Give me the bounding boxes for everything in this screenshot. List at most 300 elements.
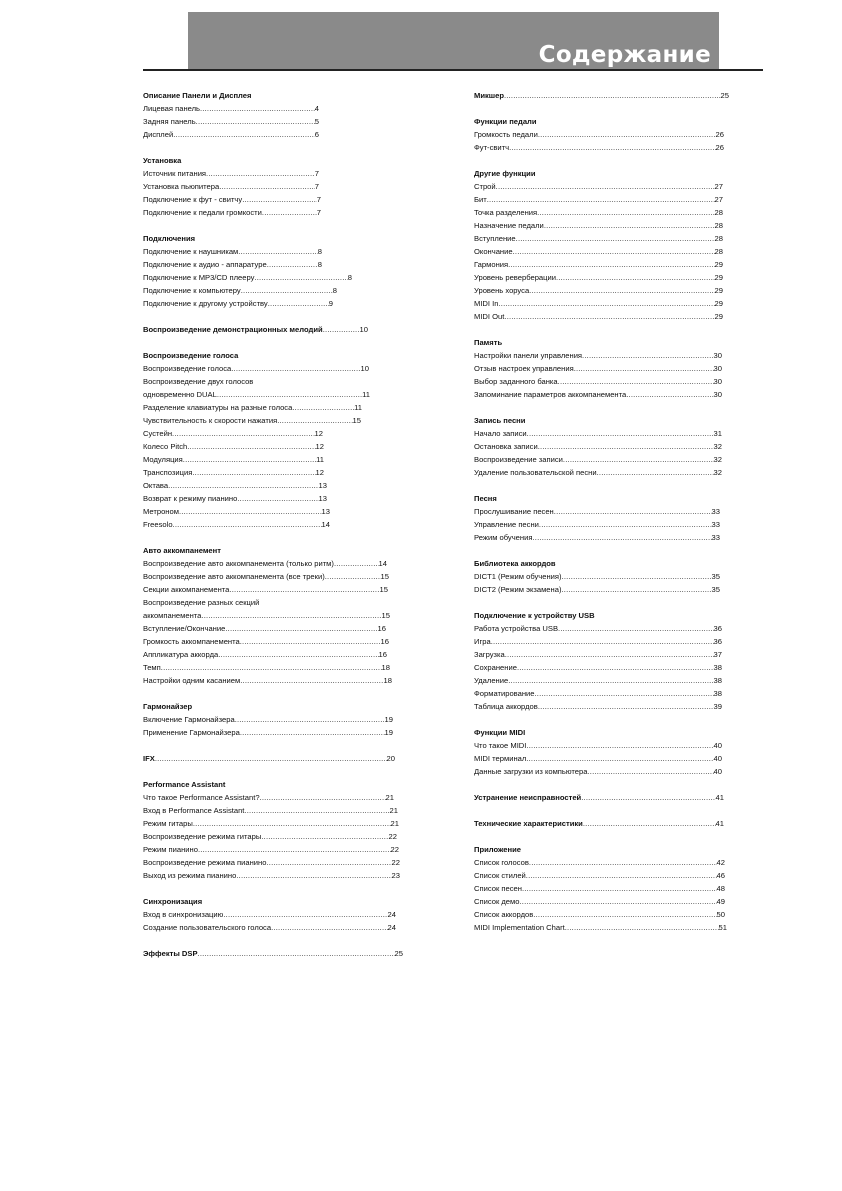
entry-page-number: 21 bbox=[390, 819, 399, 828]
entry-page-number: 40 bbox=[713, 754, 722, 763]
entry-page-number: 10 bbox=[360, 364, 369, 373]
dot-leader bbox=[325, 570, 381, 583]
toc-entry[interactable] bbox=[474, 128, 724, 141]
toc-entry[interactable] bbox=[143, 453, 324, 466]
entry-page-number: 11 bbox=[316, 455, 324, 464]
entry-page-number: 10 bbox=[359, 325, 368, 334]
toc-entry[interactable] bbox=[143, 518, 330, 531]
toc-entry[interactable] bbox=[474, 453, 722, 466]
entry-label: Воспроизведение авто аккомпанемента (все треки) bbox=[143, 572, 325, 581]
entry-label: Подключение к компьютеру bbox=[143, 286, 241, 295]
toc-entry[interactable] bbox=[474, 388, 722, 401]
dot-leader bbox=[508, 258, 714, 271]
toc-entry[interactable] bbox=[143, 323, 368, 336]
toc-entry[interactable] bbox=[143, 596, 395, 609]
entry-page-number: 28 bbox=[714, 234, 723, 243]
entry-label: Настройки панели управления bbox=[474, 351, 583, 360]
toc-section bbox=[143, 544, 395, 687]
dot-leader bbox=[219, 180, 315, 193]
toc-entry[interactable] bbox=[474, 765, 722, 778]
entry-label: Загрузка bbox=[474, 650, 505, 659]
dot-leader bbox=[231, 362, 360, 375]
entry-label: Разделение клавиатуры на разные голоса bbox=[143, 403, 293, 412]
entry-page-number: 16 bbox=[377, 624, 386, 633]
dot-leader bbox=[504, 89, 721, 102]
toc-section bbox=[474, 414, 729, 479]
entry-label: Установка пьюпитера bbox=[143, 182, 220, 191]
entry-page-number: 48 bbox=[716, 884, 725, 893]
entry-label: Подключение к наушникам bbox=[143, 247, 239, 256]
toc-entry[interactable] bbox=[143, 804, 398, 817]
toc-left-column bbox=[143, 89, 403, 973]
entry-page-number: 51 bbox=[718, 923, 727, 932]
toc-entry[interactable] bbox=[143, 115, 319, 128]
toc-entry[interactable] bbox=[143, 557, 387, 570]
toc-entry[interactable] bbox=[474, 440, 722, 453]
toc-entry[interactable] bbox=[143, 921, 396, 934]
toc-section bbox=[474, 843, 729, 934]
entry-label: Колесо Pitch bbox=[143, 442, 188, 451]
entry-label: Режим обучения bbox=[474, 533, 533, 542]
toc-entry[interactable] bbox=[143, 726, 393, 739]
section-heading: Память bbox=[474, 338, 503, 347]
entry-label: Подключение к педали громкости bbox=[143, 208, 262, 217]
dot-leader bbox=[240, 674, 383, 687]
entry-page-number: 25 bbox=[720, 91, 729, 100]
entry-label: Отзыв настроек управления bbox=[474, 364, 574, 373]
entry-page-number: 20 bbox=[386, 754, 395, 763]
toc-entry[interactable] bbox=[474, 232, 723, 245]
toc-entry[interactable] bbox=[143, 440, 324, 453]
toc-entry[interactable] bbox=[143, 609, 390, 622]
entry-page-number: 30 bbox=[713, 390, 722, 399]
toc-entry[interactable] bbox=[474, 258, 723, 271]
dot-leader bbox=[260, 791, 386, 804]
entry-page-number: 19 bbox=[384, 728, 393, 737]
section-heading: Библиотека аккордов bbox=[474, 559, 556, 568]
entry-label: MIDI Implementation Chart bbox=[474, 923, 565, 932]
entry-label: Эффекты DSP bbox=[143, 949, 198, 958]
entry-page-number: 15 bbox=[352, 416, 361, 425]
toc-entry[interactable] bbox=[474, 700, 722, 713]
entry-page-number: 6 bbox=[314, 130, 319, 139]
entry-page-number: 37 bbox=[713, 650, 722, 659]
dot-leader bbox=[537, 206, 714, 219]
toc-right-column bbox=[474, 89, 729, 947]
entry-page-number: 28 bbox=[714, 208, 723, 217]
toc-entry[interactable] bbox=[143, 570, 389, 583]
dot-leader bbox=[539, 518, 712, 531]
toc-entry[interactable] bbox=[143, 466, 324, 479]
toc-entry[interactable] bbox=[474, 362, 722, 375]
entry-label: Данные загрузки из компьютера bbox=[474, 767, 588, 776]
entry-page-number: 16 bbox=[378, 650, 387, 659]
dot-leader bbox=[533, 908, 716, 921]
toc-entry[interactable] bbox=[143, 843, 399, 856]
entry-label: Транспозиция bbox=[143, 468, 193, 477]
toc-entry[interactable] bbox=[474, 635, 722, 648]
dot-leader bbox=[271, 921, 387, 934]
entry-page-number: 8 bbox=[317, 260, 322, 269]
toc-section bbox=[143, 700, 395, 739]
toc-entry[interactable] bbox=[143, 947, 403, 960]
dot-leader bbox=[172, 427, 315, 440]
toc-entry[interactable] bbox=[474, 310, 723, 323]
toc-entry[interactable] bbox=[143, 635, 389, 648]
entry-page-number: 30 bbox=[713, 364, 722, 373]
dot-leader bbox=[168, 479, 318, 492]
entry-page-number: 18 bbox=[381, 663, 390, 672]
toc-entry[interactable] bbox=[474, 648, 722, 661]
section-heading: Запись песни bbox=[474, 416, 526, 425]
dot-leader bbox=[519, 895, 716, 908]
dot-leader bbox=[561, 583, 711, 596]
toc-entry[interactable] bbox=[474, 583, 720, 596]
entry-label: Секции аккомпанемента bbox=[143, 585, 230, 594]
dot-leader bbox=[487, 193, 715, 206]
dot-leader bbox=[193, 817, 391, 830]
toc-entry[interactable] bbox=[143, 375, 395, 388]
entry-label: Назначение педали bbox=[474, 221, 544, 230]
entry-label: Чувствительность к скорости нажатия bbox=[143, 416, 278, 425]
entry-label: Сохранение bbox=[474, 663, 517, 672]
entry-label: Воспроизведение записи bbox=[474, 455, 563, 464]
dot-leader bbox=[517, 661, 714, 674]
entry-page-number: 38 bbox=[713, 663, 722, 672]
toc-section bbox=[474, 791, 729, 804]
toc-entry[interactable] bbox=[474, 661, 722, 674]
toc-section bbox=[143, 232, 395, 310]
entry-page-number: 31 bbox=[713, 429, 722, 438]
dot-leader bbox=[277, 414, 352, 427]
entry-page-number: 11 bbox=[354, 403, 362, 412]
dot-leader bbox=[334, 557, 379, 570]
dot-leader bbox=[192, 466, 315, 479]
entry-page-number: 12 bbox=[314, 429, 323, 438]
toc-entry[interactable] bbox=[474, 531, 720, 544]
entry-label: Подключение к MP3/CD плееру bbox=[143, 273, 255, 282]
entry-page-number: 40 bbox=[713, 741, 722, 750]
dot-leader bbox=[161, 661, 382, 674]
header-divider bbox=[143, 69, 763, 71]
entry-label: Вход в синхронизацию bbox=[143, 910, 224, 919]
dot-leader bbox=[225, 622, 377, 635]
entry-page-number: 27 bbox=[714, 182, 723, 191]
toc-entry[interactable] bbox=[143, 388, 370, 401]
toc-entry[interactable] bbox=[474, 375, 722, 388]
toc-entry[interactable] bbox=[474, 349, 722, 362]
toc-entry[interactable] bbox=[474, 89, 729, 102]
entry-page-number: 38 bbox=[713, 676, 722, 685]
toc-section bbox=[143, 154, 395, 219]
entry-page-number: 11 bbox=[362, 390, 370, 399]
toc-entry[interactable] bbox=[143, 258, 322, 271]
dot-leader bbox=[597, 466, 714, 479]
toc-entry[interactable] bbox=[474, 518, 720, 531]
entry-label: Сустейн bbox=[143, 429, 173, 438]
entry-page-number: 7 bbox=[316, 195, 321, 204]
dot-leader bbox=[223, 908, 387, 921]
entry-label: Работа устройства USB bbox=[474, 624, 559, 633]
entry-page-number: 36 bbox=[713, 637, 722, 646]
toc-section bbox=[474, 726, 729, 778]
entry-label: Применение Гармонайзера bbox=[143, 728, 240, 737]
dot-leader bbox=[235, 713, 385, 726]
dot-leader bbox=[198, 843, 391, 856]
toc-entry[interactable] bbox=[143, 908, 396, 921]
entry-page-number: 7 bbox=[314, 169, 319, 178]
section-heading: Воспроизведение голоса bbox=[143, 351, 239, 360]
dot-leader bbox=[244, 804, 389, 817]
toc-entry[interactable] bbox=[474, 908, 725, 921]
toc-entry[interactable] bbox=[143, 869, 400, 882]
toc-entry[interactable] bbox=[474, 206, 723, 219]
entry-page-number: 41 bbox=[715, 793, 724, 802]
toc-entry[interactable] bbox=[143, 362, 369, 375]
entry-page-number: 24 bbox=[387, 923, 396, 932]
toc-entry[interactable] bbox=[474, 791, 724, 804]
dot-leader bbox=[206, 167, 315, 180]
dot-leader bbox=[173, 128, 315, 141]
toc-entry[interactable] bbox=[143, 817, 399, 830]
entry-label: Октава bbox=[143, 481, 169, 490]
toc-entry[interactable] bbox=[474, 570, 720, 583]
entry-page-number: 32 bbox=[713, 468, 722, 477]
toc-entry[interactable] bbox=[143, 674, 392, 687]
toc-entry[interactable] bbox=[143, 661, 390, 674]
dot-leader bbox=[508, 674, 713, 687]
dot-leader bbox=[179, 505, 322, 518]
toc-entry[interactable] bbox=[474, 687, 722, 700]
entry-label: Вступление bbox=[474, 234, 516, 243]
toc-entry[interactable] bbox=[143, 648, 387, 661]
entry-page-number: 13 bbox=[321, 507, 330, 516]
entry-label: Громкость педали bbox=[474, 130, 538, 139]
toc-entry[interactable] bbox=[474, 141, 724, 154]
entry-label: DICT1 (Режим обучения) bbox=[474, 572, 562, 581]
entry-page-number: 29 bbox=[714, 299, 723, 308]
dot-leader bbox=[217, 388, 362, 401]
dot-leader bbox=[544, 219, 715, 232]
entry-page-number: 27 bbox=[714, 195, 723, 204]
dot-leader bbox=[155, 752, 387, 765]
toc-section bbox=[474, 336, 729, 401]
page-title: Содержание bbox=[538, 42, 711, 68]
toc-entry[interactable] bbox=[474, 466, 722, 479]
entry-label: Удаление bbox=[474, 676, 509, 685]
dot-leader bbox=[574, 362, 714, 375]
entry-page-number: 29 bbox=[714, 312, 723, 321]
entry-label: Дисплей bbox=[143, 130, 174, 139]
toc-entry[interactable] bbox=[143, 791, 394, 804]
entry-label: MIDI Out bbox=[474, 312, 505, 321]
entry-label: Список стилей bbox=[474, 871, 526, 880]
entry-label: Вступление/Окончание bbox=[143, 624, 226, 633]
toc-entry[interactable] bbox=[143, 583, 388, 596]
toc-entry[interactable] bbox=[474, 427, 722, 440]
entry-page-number: 15 bbox=[380, 572, 389, 581]
entry-page-number: 12 bbox=[315, 468, 324, 477]
entry-label: Подключение к другому устройству bbox=[143, 299, 268, 308]
dot-leader bbox=[241, 284, 333, 297]
entry-page-number: 23 bbox=[391, 871, 400, 880]
toc-entry[interactable] bbox=[474, 856, 725, 869]
toc-entry[interactable] bbox=[143, 167, 319, 180]
entry-page-number: 50 bbox=[716, 910, 725, 919]
toc-entry[interactable] bbox=[143, 128, 319, 141]
toc-entry[interactable] bbox=[143, 297, 333, 310]
entry-label: Задняя панель bbox=[143, 117, 196, 126]
toc-entry[interactable] bbox=[143, 180, 319, 193]
toc-entry[interactable] bbox=[143, 427, 323, 440]
entry-page-number: 14 bbox=[378, 559, 387, 568]
entry-page-number: 33 bbox=[711, 533, 720, 542]
toc-entry[interactable] bbox=[474, 219, 723, 232]
toc-entry[interactable] bbox=[143, 479, 327, 492]
dot-leader bbox=[529, 856, 717, 869]
toc-entry[interactable] bbox=[474, 622, 722, 635]
dot-leader bbox=[554, 505, 712, 518]
toc-entry[interactable] bbox=[143, 193, 321, 206]
entry-label: Подключение к аудио - аппаратуре bbox=[143, 260, 267, 269]
entry-label: Вход в Performance Assistant bbox=[143, 806, 245, 815]
dot-leader bbox=[229, 583, 379, 596]
entry-label: Список песен bbox=[474, 884, 522, 893]
toc-entry[interactable] bbox=[474, 271, 723, 284]
entry-page-number: 21 bbox=[389, 806, 398, 815]
toc-section bbox=[143, 947, 403, 960]
entry-page-number: 29 bbox=[714, 273, 723, 282]
dot-leader bbox=[558, 375, 714, 388]
toc-entry[interactable] bbox=[474, 869, 725, 882]
dot-leader bbox=[582, 349, 714, 362]
entry-label: Воспроизведение разных секций bbox=[143, 598, 260, 607]
toc-section bbox=[474, 817, 729, 830]
toc-entry[interactable] bbox=[143, 206, 321, 219]
toc-entry[interactable] bbox=[143, 622, 386, 635]
entry-page-number: 7 bbox=[314, 182, 319, 191]
dot-leader bbox=[565, 921, 719, 934]
entry-label: Управление песни bbox=[474, 520, 539, 529]
dot-leader bbox=[529, 284, 714, 297]
entry-label: Источник питания bbox=[143, 169, 207, 178]
dot-leader bbox=[240, 635, 381, 648]
dot-leader bbox=[240, 726, 385, 739]
entry-page-number: 22 bbox=[391, 858, 400, 867]
toc-entry[interactable] bbox=[143, 752, 395, 765]
toc-entry[interactable] bbox=[474, 193, 723, 206]
toc-entry[interactable] bbox=[474, 284, 723, 297]
entry-page-number: 30 bbox=[713, 351, 722, 360]
toc-entry[interactable] bbox=[474, 895, 725, 908]
toc-section bbox=[143, 323, 395, 336]
entry-label: MIDI терминал bbox=[474, 754, 527, 763]
dot-leader bbox=[562, 570, 712, 583]
toc-entry[interactable] bbox=[474, 817, 724, 830]
toc-entry[interactable] bbox=[474, 674, 722, 687]
entry-label: Микшер bbox=[474, 91, 504, 100]
entry-label: Фут-свитч bbox=[474, 143, 510, 152]
dot-leader bbox=[581, 791, 715, 804]
entry-page-number: 46 bbox=[716, 871, 725, 880]
entry-label: Воспроизведение режима гитары bbox=[143, 832, 262, 841]
entry-label: Точка разделения bbox=[474, 208, 538, 217]
entry-label: Таблица аккордов bbox=[474, 702, 538, 711]
toc-entry[interactable] bbox=[143, 492, 327, 505]
entry-label: Начало записи bbox=[474, 429, 527, 438]
toc-entry[interactable] bbox=[143, 271, 352, 284]
toc-entry[interactable] bbox=[474, 739, 722, 752]
dot-leader bbox=[491, 635, 714, 648]
entry-label: Режим пианино bbox=[143, 845, 198, 854]
dot-leader bbox=[522, 882, 717, 895]
entry-page-number: 26 bbox=[715, 130, 724, 139]
dot-leader bbox=[535, 687, 714, 700]
entry-label: Воспроизведение авто аккомпанемента (только ритм) bbox=[143, 559, 334, 568]
toc-entry[interactable] bbox=[143, 830, 397, 843]
toc-entry[interactable] bbox=[143, 102, 319, 115]
section-heading: Performance Assistant bbox=[143, 780, 226, 789]
dot-leader bbox=[538, 440, 714, 453]
entry-page-number: 35 bbox=[711, 585, 720, 594]
toc-entry[interactable] bbox=[474, 752, 722, 765]
entry-page-number: 32 bbox=[713, 442, 722, 451]
toc-entry[interactable] bbox=[143, 414, 361, 427]
dot-leader bbox=[513, 245, 715, 258]
section-heading: Описание Панели и Дисплея bbox=[143, 91, 252, 100]
entry-label: Строй bbox=[474, 182, 496, 191]
entry-label: Игра bbox=[474, 637, 491, 646]
toc-entry[interactable] bbox=[474, 882, 725, 895]
dot-leader bbox=[556, 271, 715, 284]
dot-leader bbox=[526, 752, 713, 765]
entry-page-number: 8 bbox=[317, 247, 322, 256]
dot-leader bbox=[218, 648, 378, 661]
dot-leader bbox=[626, 388, 713, 401]
dot-leader bbox=[538, 128, 716, 141]
entry-page-number: 33 bbox=[711, 507, 720, 516]
entry-page-number: 21 bbox=[385, 793, 394, 802]
toc-entry[interactable] bbox=[143, 505, 330, 518]
entry-page-number: 8 bbox=[332, 286, 337, 295]
toc-entry[interactable] bbox=[474, 505, 720, 518]
section-heading: Установка bbox=[143, 156, 182, 165]
entry-page-number: 49 bbox=[716, 897, 725, 906]
toc-entry[interactable] bbox=[143, 713, 393, 726]
entry-page-number: 9 bbox=[328, 299, 333, 308]
toc-entry[interactable] bbox=[143, 284, 337, 297]
dot-leader bbox=[527, 427, 714, 440]
toc-entry[interactable] bbox=[143, 856, 400, 869]
toc-entry[interactable] bbox=[143, 245, 322, 258]
entry-label: Модуляция bbox=[143, 455, 183, 464]
dot-leader bbox=[267, 258, 318, 271]
entry-label: Режим гитары bbox=[143, 819, 193, 828]
entry-page-number: 13 bbox=[318, 481, 327, 490]
entry-page-number: 33 bbox=[711, 520, 720, 529]
entry-label: MIDI In bbox=[474, 299, 499, 308]
entry-label: Технические характеристики bbox=[474, 819, 583, 828]
toc-entry[interactable] bbox=[474, 297, 723, 310]
toc-entry[interactable] bbox=[474, 245, 723, 258]
entry-page-number: 22 bbox=[390, 845, 399, 854]
dot-leader bbox=[538, 700, 714, 713]
toc-section bbox=[143, 89, 395, 141]
toc-entry[interactable] bbox=[474, 180, 723, 193]
toc-entry[interactable] bbox=[143, 401, 362, 414]
toc-entry[interactable] bbox=[474, 921, 727, 934]
dot-leader bbox=[200, 102, 315, 115]
